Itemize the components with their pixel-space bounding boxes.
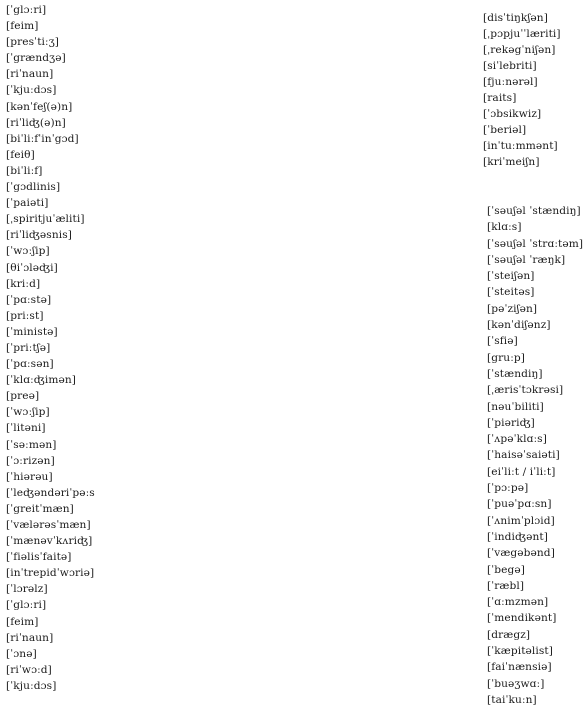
transcription-entry: [taiˈkuːn] xyxy=(487,693,537,706)
transcription-entry: [ˈglɔːri] xyxy=(6,4,47,16)
transcription-entry: [ˌrekəgˈniʃən] xyxy=(483,44,556,56)
transcription-entry: [ˈwɔːʃip] xyxy=(6,245,50,258)
transcription-entry: [riˈliʤəsnis] xyxy=(6,229,73,242)
transcription-entry: [ˈindiʤənt] xyxy=(487,530,548,543)
transcription-entry: [ˈministə] xyxy=(6,325,58,338)
transcription-entry: [ˈberiəl] xyxy=(483,124,527,136)
transcription-entry: [pəˈziʃən] xyxy=(487,302,538,315)
transcription-entry: [ˈbegə] xyxy=(487,563,525,576)
transcription-entry: [θiˈɔləʤi] xyxy=(6,261,58,274)
transcription-entry: [ˌspiritjuˈæliti] xyxy=(6,213,85,226)
transcription-entry: [drægz] xyxy=(487,628,531,641)
transcription-entry: [biˈliːfˈinˈgɔd] xyxy=(6,132,79,145)
transcription-entry: [disˈtiŋkʃən] xyxy=(483,12,548,24)
transcription-entry: [presˈtiːʒ] xyxy=(6,36,60,49)
transcription-entry: [ˈgrændʒə] xyxy=(6,52,66,65)
transcription-entry: [riˈnaun] xyxy=(6,68,54,81)
transcription-entry: [ˈʌnimˈplɔid] xyxy=(487,514,555,527)
transcription-entry: [kənˈfeʃ(ə)n] xyxy=(6,100,73,113)
transcription-entry: [gruːp] xyxy=(487,351,525,364)
transcription-entry: [priːst] xyxy=(6,309,44,322)
transcription-entry: [inˈtuːmmənt] xyxy=(483,140,558,152)
transcription-column-left xyxy=(6,2,95,694)
transcription-entry: [ˈklɑːʤimən] xyxy=(6,374,77,387)
transcription-entry: [ˈsteiʃən] xyxy=(487,270,535,283)
transcription-entry: [ˈʌpəˈklɑːs] xyxy=(487,433,547,446)
transcription-entry: [ˈglɔːri] xyxy=(6,599,47,612)
transcription-entry: [ˌpɔpjuˈˈlæriti] xyxy=(483,28,561,40)
transcription-entry: [preə] xyxy=(6,390,40,403)
transcription-entry: [fjuːnərəl] xyxy=(483,76,538,88)
transcription-entry: [feim] xyxy=(6,615,39,628)
transcription-entry: [ˈpriːtʃə] xyxy=(6,341,51,354)
transcription-entry: [eiˈliːt / iˈliːt] xyxy=(487,465,556,478)
transcription-entry: [kriːd] xyxy=(6,277,41,290)
transcription-entry: [ˈræbl] xyxy=(487,579,525,592)
transcription-entry: [ˈgɔdlinis] xyxy=(6,181,61,194)
transcription-entry: [ˈpɑːstə] xyxy=(6,293,52,306)
transcription-entry: [riˈliʤ(ə)n] xyxy=(6,116,66,129)
transcription-entry: [ˈpuəˈpɑːsn] xyxy=(487,498,552,511)
transcription-entry: [feiθ] xyxy=(6,148,35,161)
transcription-entry: [ˌærisˈtɔkrəsi] xyxy=(487,384,564,397)
transcription-entry: [ˈkjuːdɔs] xyxy=(6,679,57,692)
transcription-entry: [ˈɔbsikwiz] xyxy=(483,108,542,120)
transcription-entry: [ˈpaiəti] xyxy=(6,197,49,210)
transcription-entry: [ˈhiərəu] xyxy=(6,470,53,483)
transcription-entry: [ˈhaisəˈsaiəti] xyxy=(487,449,560,462)
transcription-entry: [ˈgreitˈmæn] xyxy=(6,502,74,515)
transcription-entry: [ˈfiəlisˈfaitə] xyxy=(6,551,72,564)
transcription-entry: [ˈɔːrizən] xyxy=(6,454,55,467)
transcription-entry: [ˈbuəʒwɑː] xyxy=(487,677,545,690)
transcription-entry: [kənˈdiʃənz] xyxy=(487,319,551,332)
transcription-entry: [siˈlebriti] xyxy=(483,60,537,72)
transcription-entry: [ˈpɑːsən] xyxy=(6,358,54,371)
transcription-entry: [ˈleʤəndəriˈpəːs xyxy=(6,486,95,499)
transcription-entry: [raits] xyxy=(483,92,517,104)
transcription-entry: [ˈsəuʃəl ˈræŋk] xyxy=(487,253,566,266)
transcription-entry: [ˈkæpitəlist] xyxy=(487,645,554,658)
transcription-entry: [ˈpiəriʤ] xyxy=(487,416,535,429)
transcription-entry: [ˈvægəbənd] xyxy=(487,547,555,560)
transcription-entry: [ˈsəuʃəl ˈstændiŋ] xyxy=(487,205,581,217)
transcription-entry: [ˈlitəni] xyxy=(6,422,46,435)
transcription-entry: [ˈɑːmzmən] xyxy=(487,596,549,609)
transcription-entry: [ˈkjuːdɔs] xyxy=(6,84,57,97)
transcription-entry: [kriˈmeiʃn] xyxy=(483,156,540,168)
transcription-entry: [faiˈnænsiə] xyxy=(487,661,552,674)
transcription-entry: [riˈwɔːd] xyxy=(6,663,52,676)
transcription-entry: [ˈɔnə] xyxy=(6,647,37,660)
transcription-entry: [ˈwɔːʃip] xyxy=(6,406,50,419)
transcription-entry: [ˈstændiŋ] xyxy=(487,367,543,380)
transcription-entry: [ˈsəːmən] xyxy=(6,438,57,451)
transcription-entry: [biˈliːf] xyxy=(6,164,43,177)
transcription-entry: [ˈlɔrəlz] xyxy=(6,583,48,596)
transcription-entry: [feim] xyxy=(6,20,39,33)
transcription-entry: [ˈmendikənt] xyxy=(487,612,557,625)
transcription-entry: [klɑːs] xyxy=(487,221,522,234)
transcription-entry: [riˈnaun] xyxy=(6,631,54,644)
transcription-entry: [ˈsteitəs] xyxy=(487,286,535,299)
transcription-entry: [ˈpɔːpə] xyxy=(487,482,529,495)
transcription-column-right-bottom xyxy=(487,203,583,708)
transcription-entry: [ˈmænəvˈkʌriʤ] xyxy=(6,535,93,548)
transcription-column-right-top xyxy=(483,10,561,170)
transcription-entry: [ˈsəuʃəl ˈstrɑːtəm] xyxy=(487,237,583,250)
transcription-entry: [ˈsfiə] xyxy=(487,335,518,348)
transcription-entry: [inˈtrepidˈwɔriə] xyxy=(6,567,95,580)
transcription-entry: [ˈvælərəsˈmæn] xyxy=(6,519,91,531)
transcription-entry: [nəuˈbiliti] xyxy=(487,400,544,413)
